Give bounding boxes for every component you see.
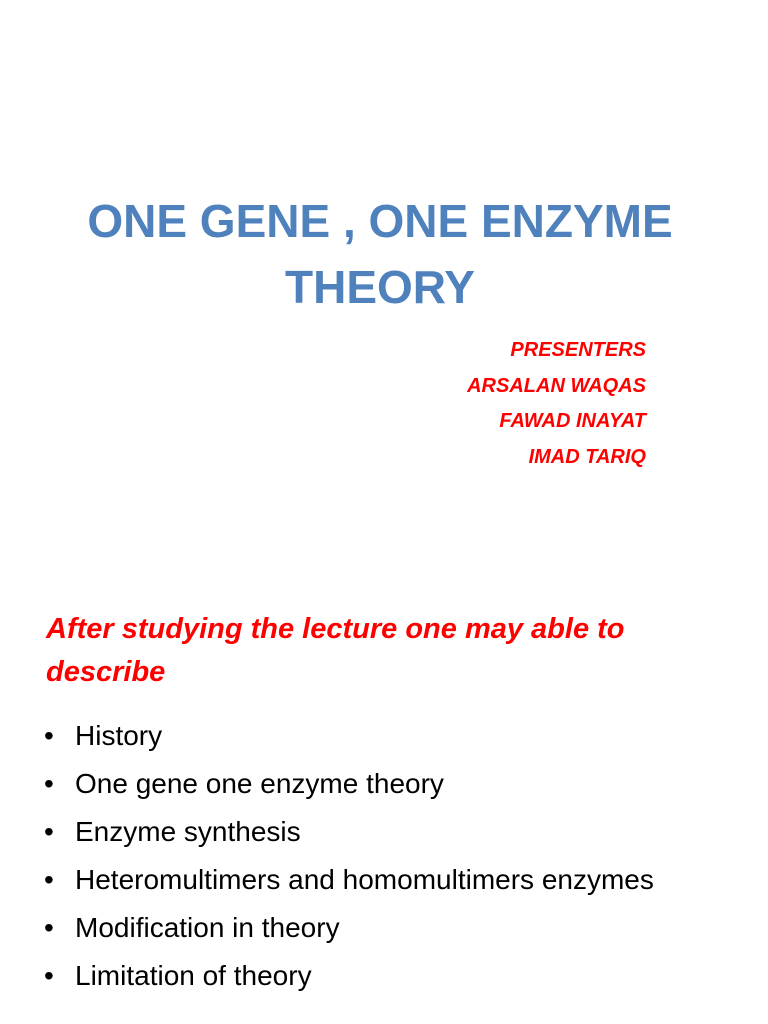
list-item-text: One gene one enzyme theory xyxy=(75,768,444,799)
list-item xyxy=(44,908,724,948)
presenter-name: ARSALAN WAQAS xyxy=(467,374,646,397)
list-item-text: History xyxy=(75,720,163,751)
bullet-icon: • xyxy=(44,816,54,847)
list-item xyxy=(44,956,724,996)
slide-title-line-2: THEORY xyxy=(285,261,475,313)
objectives-heading: After studying the lecture one may able to describe xyxy=(46,613,625,688)
presenter-name: IMAD TARIQ xyxy=(528,445,646,468)
slide-title xyxy=(40,188,720,320)
list-item xyxy=(44,860,724,900)
list-item xyxy=(44,716,724,756)
list-item xyxy=(44,812,724,852)
list-item-text: Heteromultimers and homomultimers enzymes xyxy=(75,864,654,895)
presenters-block xyxy=(467,333,646,475)
presenters-label: PRESENTERS xyxy=(510,339,646,361)
objectives-list xyxy=(44,716,724,1004)
list-item-text: Limitation of theory xyxy=(75,960,312,991)
presenter-name: FAWAD INAYAT xyxy=(499,410,646,432)
list-item-text: Modification in theory xyxy=(75,912,340,943)
bullet-icon: • xyxy=(44,864,54,895)
bullet-icon: • xyxy=(44,768,54,799)
bullet-icon: • xyxy=(44,912,54,943)
list-item-text: Enzyme synthesis xyxy=(75,816,301,847)
slide-title-line-1: ONE GENE , ONE ENZYME xyxy=(87,195,673,247)
bullet-icon: • xyxy=(44,960,54,991)
list-item xyxy=(44,764,724,804)
bullet-icon: • xyxy=(44,720,54,751)
